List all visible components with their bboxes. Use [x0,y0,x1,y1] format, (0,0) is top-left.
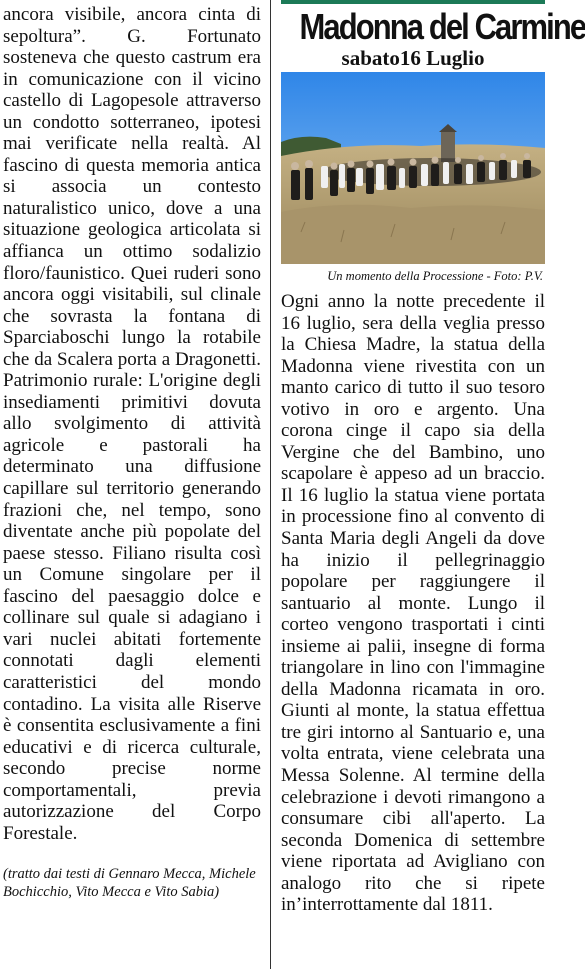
left-column [3,4,261,901]
right-column [281,0,585,916]
article-title: Madonna del Carmine [299,6,585,47]
right-article-text: Ogni anno la notte precedente il 16 luglio, sera della veglia presso la Chiesa Madre, la statua della Madonna viene rivestita con un manto carico di tutto il suo tesoro votivo in oro e argento. Una corona cinge il capo sia della Vergine che del Bambino, uno scapolare è appeso ad un braccio. Il 16 luglio la statua viene portata in processione fino al convento di Santa Maria degli Angeli da dove ha inizio il pellegrinaggio popolare per raggiungere il santuario al monte. Lungo il corteo vengono trasportati i cinti insieme ai palii, insegne di forma triangolare in lino con l'immagine della Madonna ricamata in oro. Giunti al monte, la statua effettua tre giri intorno al Santuario e, una volta entrata, viene celebrata una Messa Solenne. Al termine della celebrazione i devoti rimangono a consumare cibi all'aperto. La seconda Domenica di settembre viene riportata ad Avigliano con analogo rito che si ripete in’interrottamente dal 1811. [281,291,545,916]
procession-photo [281,72,545,264]
article-subtitle: sabato16 Luglio [341,46,485,70]
left-article-text: ancora visibile, ancora cinta di sepoltura”. G. Fortunato sosteneva che questo castrum era in comunicazione con il vicino castello di Lagopesole attraverso un condotto sotterraneo, ipotesi mai verificate nella realtà. Al fascino di questa memoria antica si associa un contesto naturalistico unico, dove a una situazione geologica articolata si affianca un ottimo sodalizio floro/faunistico. Quei ruderi sono ancora oggi visitabili, sul clinale che sovrasta la fontana di Sparciaboschi lungo la rotabile che da Scalera porta a Dragonetti. Patrimonio rurale: L'origine degli insediamenti primitivi dovuta allo svolgimento di attività agricole e pastorali ha determinato una diffusione capillare sul territorio generando frazioni che, nel tempo, sono diventate anche più popolate del paese stesso. Filiano risulta così un Comune singolare per il fascino del paesaggio dolce e collinare sul quale si adagiano i vari nuclei abitati fortemente connotati dagli elementi caratteristici del mondo contadino. La visita alle Riserve è consentita esclusivamente a fini educativi e di ricerca culturale, secondo precise norme comportamentali, previa autorizzazione del Corpo Forestale. [3,4,261,844]
column-divider [270,0,271,969]
photo-caption: Un momento della Processione - Foto: P.V. [327,269,543,283]
procession-photo-illustration [281,72,545,264]
accent-bar [281,0,545,4]
source-credit: (tratto dai testi di Gennaro Mecca, Michele Bochicchio, Vito Mecca e Vito Sabia) [3,866,256,900]
